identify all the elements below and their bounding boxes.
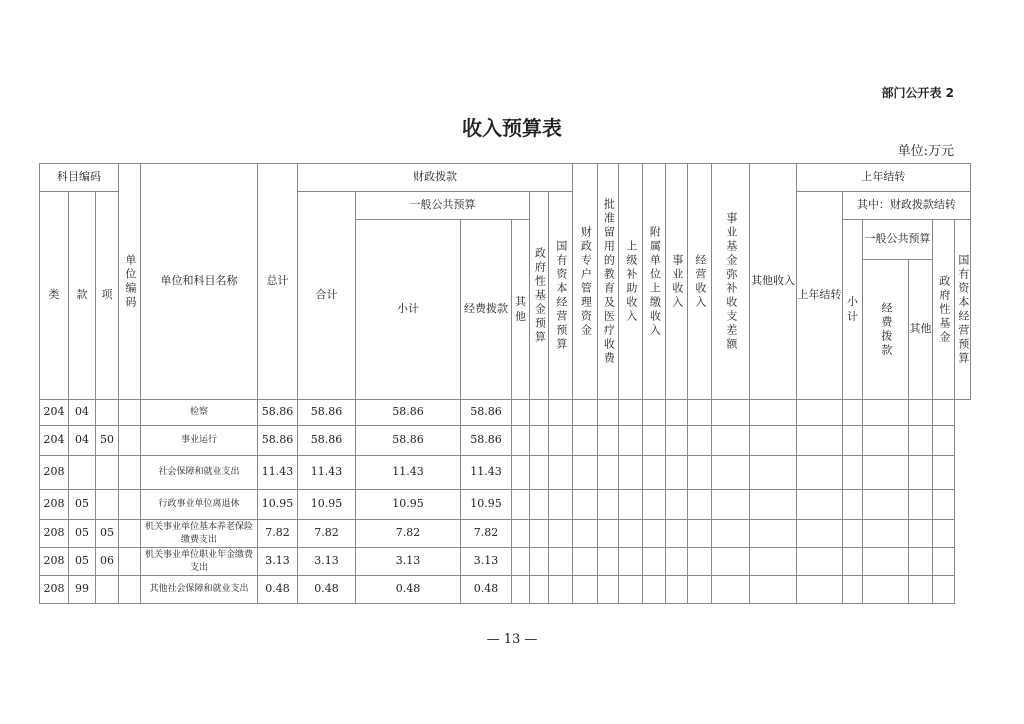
th-xj2: 小计: [843, 220, 863, 400]
table-row: [40, 548, 971, 576]
cell-name: 事业运行: [141, 426, 258, 456]
unit-label: 单位:万元: [897, 144, 954, 159]
cell-kuan: 05: [69, 548, 96, 576]
cell-unit-code: [119, 520, 141, 548]
th-zfxjj: 政府性基金预算: [530, 192, 549, 400]
th-zfxjj2: 政府性基金: [933, 220, 955, 400]
th-name: 单位和科目名称: [141, 164, 258, 400]
cell-unit-code: [119, 548, 141, 576]
cell-hj: 3.13: [298, 548, 356, 576]
th-gyzb2: 国有资本经营预算: [955, 220, 971, 400]
cell-lei: 208: [40, 490, 69, 520]
cell-unit-code: [119, 456, 141, 490]
cell-xj: 10.95: [356, 490, 461, 520]
cell-name: 机关事业单位职业年金缴费支出: [141, 548, 258, 576]
th-kuan: 款: [69, 192, 96, 400]
th-lei: 类: [40, 192, 69, 400]
cell-xj: 11.43: [356, 456, 461, 490]
th-syjj: 事业基金弥补收支差额: [712, 164, 750, 400]
cell-total: 58.86: [258, 426, 298, 456]
table-row: [40, 400, 971, 426]
th-unit-code: 单位编码: [119, 164, 141, 400]
cell-name: 其他社会保障和就业支出: [141, 576, 258, 604]
th-qt: 其他: [512, 220, 530, 400]
cell-xj: 3.13: [356, 548, 461, 576]
th-fsdw: 附属单位上缴收入: [643, 164, 666, 400]
cell-jfbk: 10.95: [461, 490, 512, 520]
th-jfbk2: 经费拨款: [863, 260, 909, 400]
cell-xj: 58.86: [356, 426, 461, 456]
cell-jfbk: 0.48: [461, 576, 512, 604]
cell-kuan: 04: [69, 426, 96, 456]
th-jysr: 经营收入: [688, 164, 712, 400]
cell-lei: 208: [40, 520, 69, 548]
cell-hj: 58.86: [298, 400, 356, 426]
cell-xiang: 05: [96, 520, 119, 548]
cell-lei: 208: [40, 456, 69, 490]
cell-name: 机关事业单位基本养老保险缴费支出: [141, 520, 258, 548]
cell-hj: 58.86: [298, 426, 356, 456]
th-syrs: 事业收入: [666, 164, 688, 400]
cell-name: 检察: [141, 400, 258, 426]
th-snjz: 上年结转: [797, 192, 843, 400]
page-title: 收入预算表: [462, 116, 562, 140]
cell-xj: 58.86: [356, 400, 461, 426]
cell-hj: 10.95: [298, 490, 356, 520]
table-row: [40, 456, 971, 490]
cell-lei: 208: [40, 576, 69, 604]
cell-xiang: [96, 456, 119, 490]
cell-kuan: 05: [69, 490, 96, 520]
cell-kuan: 05: [69, 520, 96, 548]
cell-total: 58.86: [258, 400, 298, 426]
th-qtsr: 其他收入: [750, 164, 797, 400]
budget-table-wrapper: [39, 163, 971, 604]
cell-kuan: [69, 456, 96, 490]
th-gen-public: 一般公共预算: [356, 192, 530, 220]
page-number: — 13 —: [486, 632, 538, 647]
cell-xiang: [96, 400, 119, 426]
th-gen2: 一般公共预算: [863, 220, 933, 260]
cell-hj: 11.43: [298, 456, 356, 490]
cell-jfbk: 11.43: [461, 456, 512, 490]
th-hj: 合计: [298, 192, 356, 400]
cell-name: 行政事业单位离退休: [141, 490, 258, 520]
cell-total: 7.82: [258, 520, 298, 548]
cell-kuan: 04: [69, 400, 96, 426]
cell-jfbk: 58.86: [461, 426, 512, 456]
cell-total: 11.43: [258, 456, 298, 490]
cell-xj: 0.48: [356, 576, 461, 604]
cell-unit-code: [119, 490, 141, 520]
cell-xj: 7.82: [356, 520, 461, 548]
th-total: 总计: [258, 164, 298, 400]
cell-hj: 7.82: [298, 520, 356, 548]
table-row: [40, 576, 971, 604]
table-row: [40, 426, 971, 456]
th-czzh: 财政专户管理资金: [573, 164, 598, 400]
th-qz: 其中：财政拨款结转: [843, 192, 971, 220]
cell-total: 0.48: [258, 576, 298, 604]
cell-xiang: 50: [96, 426, 119, 456]
cell-total: 10.95: [258, 490, 298, 520]
th-pzly: 批准留用的教育及医疗收费: [598, 164, 619, 400]
th-jfbk: 经费拨款: [461, 220, 512, 400]
cell-unit-code: [119, 400, 141, 426]
cell-unit-code: [119, 576, 141, 604]
th-subject-code: 科目编码: [40, 164, 119, 192]
th-xiang: 项: [96, 192, 119, 400]
table-row: [40, 490, 971, 520]
cell-xiang: 06: [96, 548, 119, 576]
th-snjz-group: 上年结转: [797, 164, 971, 192]
cell-hj: 0.48: [298, 576, 356, 604]
cell-lei: 204: [40, 400, 69, 426]
th-gyzb: 国有资本经营预算: [549, 192, 573, 400]
cell-name: 社会保障和就业支出: [141, 456, 258, 490]
cell-xiang: [96, 576, 119, 604]
cell-jfbk: 58.86: [461, 400, 512, 426]
form-reference: 部门公开表 2: [881, 86, 954, 100]
cell-xiang: [96, 490, 119, 520]
cell-lei: 208: [40, 548, 69, 576]
cell-kuan: 99: [69, 576, 96, 604]
table-row: [40, 520, 971, 548]
th-xj: 小计: [356, 220, 461, 400]
cell-unit-code: [119, 426, 141, 456]
income-budget-table: [39, 163, 971, 604]
cell-total: 3.13: [258, 548, 298, 576]
th-fiscal: 财政拨款: [298, 164, 573, 192]
th-qt2: 其他: [909, 260, 933, 400]
cell-jfbk: 7.82: [461, 520, 512, 548]
cell-lei: 204: [40, 426, 69, 456]
cell-jfbk: 3.13: [461, 548, 512, 576]
th-sjbz: 上级补助收入: [619, 164, 643, 400]
